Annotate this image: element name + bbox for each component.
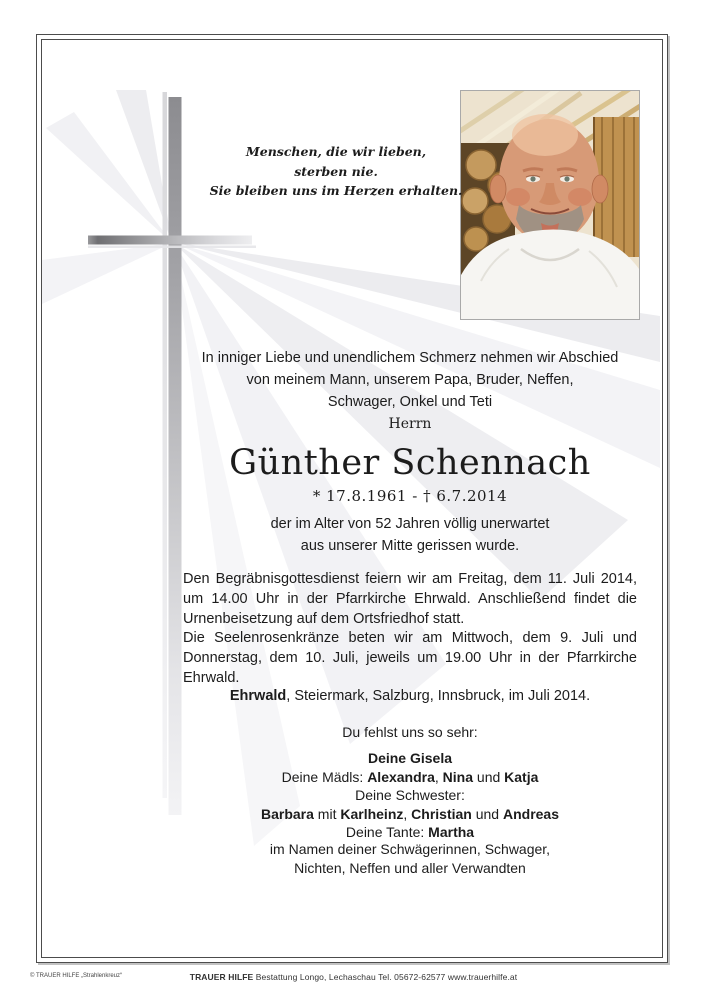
quote-line: Menschen, die wir lieben, (245, 144, 427, 159)
funeral-home-imprint: TRAUER HILFE Bestattung Longo, Lechaschau Tel. 05672-62577 www.trauerhilfe.at (189, 972, 518, 982)
intro-line: von meinem Mann, unserem Papa, Bruder, Neffen, (246, 372, 574, 388)
memorial-quote (136, 142, 536, 201)
funeral-service-paragraph: Den Begräbnisgottesdienst feiern wir am Freitag, dem 11. Juli 2014, um 14.00 Uhr in der Pfarrkirche Ehrwald. Anschließend findet die Urnenbeisetzung auf dem Ortsfriedhof statt. (183, 571, 637, 627)
in-names-of (183, 840, 637, 877)
quote-line: sterben nie. (294, 163, 378, 179)
mourner-line: Barbara mit Karlheinz, Christian und Andreas (260, 805, 560, 822)
portrait-photo (460, 90, 640, 320)
mourner-line: Deine Gisela (367, 750, 453, 766)
copyright-note: © TRAUER HILFE „Strahlenkreuz“ (30, 973, 123, 979)
age-note-line: der im Alter von 52 Jahren völlig unerwartet (270, 516, 550, 532)
intro-line: In inniger Liebe und unendlichem Schmerz nehmen wir Abschied (201, 350, 619, 366)
in-names-line: im Namen deiner Schwägerinnen, Schwager, (269, 841, 551, 857)
intro-line: Schwager, Onkel und Teti (327, 394, 493, 410)
quote-line: Sie bleiben uns im Herzen erhalten. (209, 183, 463, 198)
salutation: Herrn (388, 416, 432, 432)
age-note-line: aus unserer Mitte gerissen wurde. (300, 538, 520, 554)
rosary-paragraph: Die Seelenrosenkränze beten wir am Mittwoch, dem 9. Juli und Donnerstag, dem 10. Juli, jeweils um 19.00 Uhr in der Pfarrkirche Ehrwald. (183, 630, 637, 686)
deceased-name: Günther Schennach (229, 443, 591, 483)
portrait-illustration (461, 91, 639, 319)
mourner-line: Deine Tante: Martha (345, 824, 475, 840)
birth-death-dates: * 17.8.1961 - † 6.7.2014 (312, 487, 508, 505)
missing-you-line: Du fehlst uns so sehr: (342, 724, 478, 740)
in-names-line: Nichten, Neffen und aller Verwandten (294, 859, 526, 876)
mourners-list (183, 749, 637, 842)
farewell-intro (183, 347, 637, 413)
mourner-line: Deine Mädls: Alexandra, Nina und Katja (281, 768, 539, 785)
mourner-line: Deine Schwester: (355, 787, 465, 803)
age-note (183, 513, 637, 557)
place-dateline: Ehrwald, Steiermark, Salzburg, Innsbruck, im Juli 2014. (229, 688, 591, 704)
